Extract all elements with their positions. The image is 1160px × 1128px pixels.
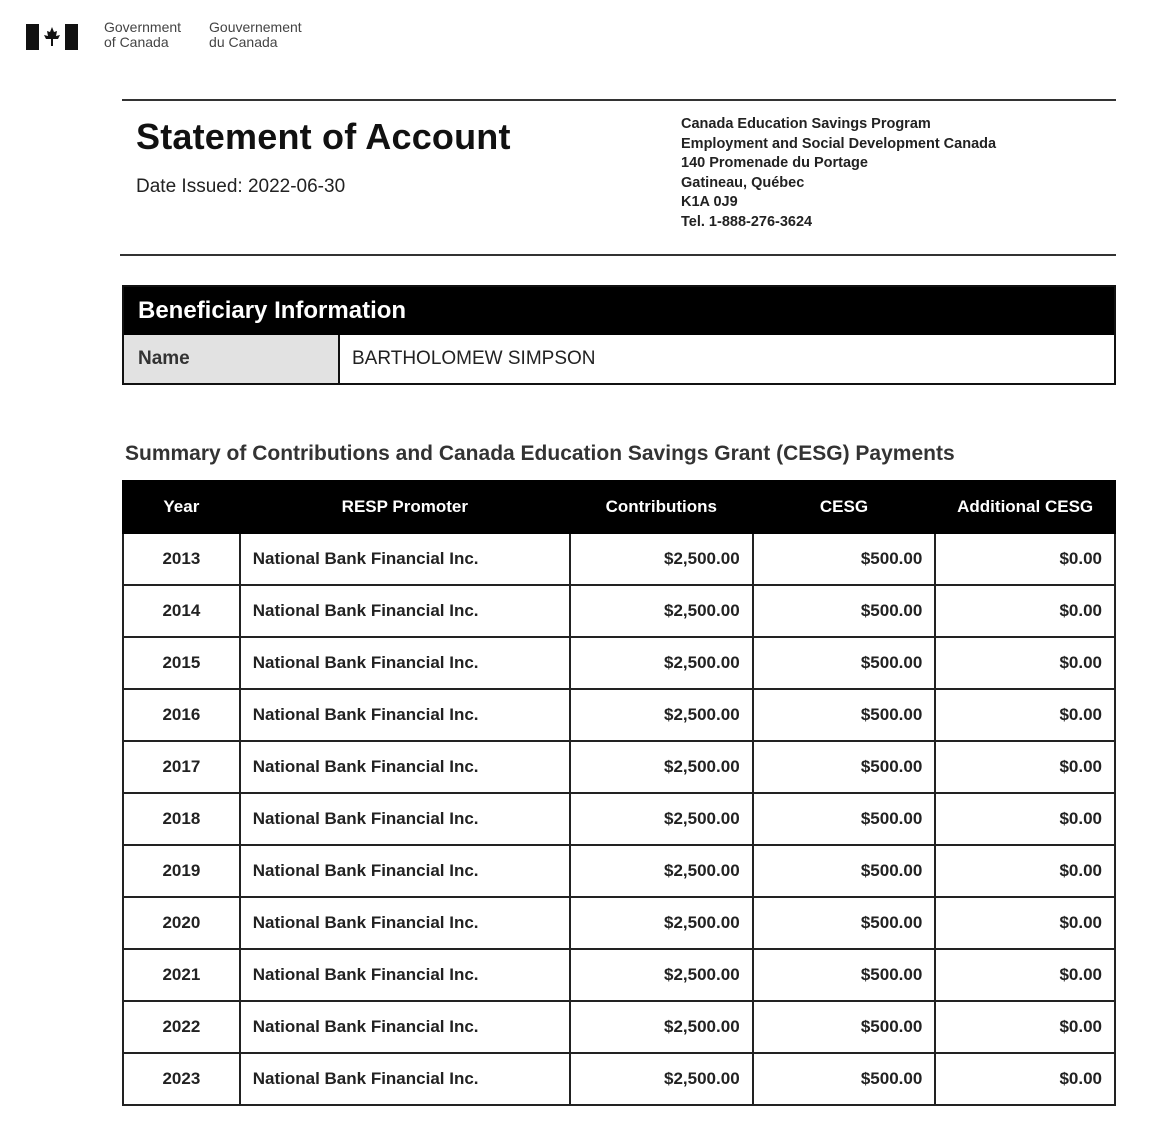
summary-title: Summary of Contributions and Canada Education Savings Grant (CESG) Payments: [125, 442, 955, 465]
contributions-cell: $2,500.00: [570, 689, 753, 741]
canada-flag-icon: [26, 24, 78, 50]
col-header-year: Year: [123, 481, 240, 533]
additional-cesg-cell: $0.00: [935, 585, 1115, 637]
address-line: Employment and Social Development Canada: [681, 135, 997, 152]
contributions-table: [122, 480, 1116, 1106]
promoter-cell: National Bank Financial Inc.: [240, 637, 570, 689]
additional-cesg-cell: $0.00: [935, 845, 1115, 897]
year-cell: 2014: [123, 585, 240, 637]
contributions-cell: $2,500.00: [570, 637, 753, 689]
promoter-cell: National Bank Financial Inc.: [240, 533, 570, 585]
government-header: [26, 20, 302, 54]
year-cell: 2018: [123, 793, 240, 845]
top-divider: [122, 99, 1116, 101]
year-cell: 2015: [123, 637, 240, 689]
promoter-cell: National Bank Financial Inc.: [240, 741, 570, 793]
additional-cesg-cell: $0.00: [935, 741, 1115, 793]
cesg-cell: $500.00: [753, 897, 936, 949]
table-row: [123, 845, 1115, 897]
contributions-cell: $2,500.00: [570, 1053, 753, 1105]
contributions-cell: $2,500.00: [570, 845, 753, 897]
cesg-cell: $500.00: [753, 741, 936, 793]
additional-cesg-cell: $0.00: [935, 1053, 1115, 1105]
table-row: [123, 1053, 1115, 1105]
table-row: [123, 689, 1115, 741]
additional-cesg-cell: $0.00: [935, 689, 1115, 741]
table-row: [123, 1001, 1115, 1053]
col-header-cesg: CESG: [753, 481, 936, 533]
contributions-cell: $2,500.00: [570, 793, 753, 845]
cesg-cell: $500.00: [753, 1053, 936, 1105]
address-line: Gatineau, Québec: [681, 174, 805, 191]
year-cell: 2016: [123, 689, 240, 741]
promoter-cell: National Bank Financial Inc.: [240, 897, 570, 949]
cesg-cell: $500.00: [753, 689, 936, 741]
contributions-cell: $2,500.00: [570, 533, 753, 585]
name-value: BARTHOLOMEW SIMPSON: [352, 348, 596, 369]
address-line: 140 Promenade du Portage: [681, 155, 868, 171]
program-address: [681, 115, 996, 232]
contributions-cell: $2,500.00: [570, 741, 753, 793]
promoter-cell: National Bank Financial Inc.: [240, 793, 570, 845]
cesg-cell: $500.00: [753, 793, 936, 845]
additional-cesg-cell: $0.00: [935, 1001, 1115, 1053]
beneficiary-name-row: [124, 335, 1114, 383]
date-issued: Date Issued: 2022-06-30: [136, 176, 346, 197]
cesg-cell: $500.00: [753, 949, 936, 1001]
promoter-cell: National Bank Financial Inc.: [240, 1001, 570, 1053]
year-cell: 2019: [123, 845, 240, 897]
cesg-cell: $500.00: [753, 533, 936, 585]
contributions-cell: $2,500.00: [570, 1001, 753, 1053]
promoter-cell: National Bank Financial Inc.: [240, 949, 570, 1001]
contributions-cell: $2,500.00: [570, 949, 753, 1001]
table-row: [123, 533, 1115, 585]
additional-cesg-cell: $0.00: [935, 637, 1115, 689]
promoter-cell: National Bank Financial Inc.: [240, 689, 570, 741]
address-line: Canada Education Savings Program: [681, 116, 931, 132]
table-row: [123, 897, 1115, 949]
contributions-cell: $2,500.00: [570, 897, 753, 949]
promoter-cell: National Bank Financial Inc.: [240, 585, 570, 637]
beneficiary-heading: Beneficiary Information: [124, 287, 1114, 335]
section-divider: [120, 254, 1116, 256]
year-cell: 2013: [123, 533, 240, 585]
cesg-cell: $500.00: [753, 585, 936, 637]
year-cell: 2017: [123, 741, 240, 793]
table-row: [123, 949, 1115, 1001]
col-header-additional-cesg: Additional CESG: [935, 481, 1115, 533]
additional-cesg-cell: $0.00: [935, 533, 1115, 585]
col-header-contributions: Contributions: [570, 481, 753, 533]
gov-wordmark-fr: Gouvernement du Canada: [209, 19, 302, 50]
table-row: [123, 793, 1115, 845]
beneficiary-section: [122, 285, 1116, 385]
table-row: [123, 741, 1115, 793]
year-cell: 2023: [123, 1053, 240, 1105]
year-cell: 2020: [123, 897, 240, 949]
col-header-promoter: RESP Promoter: [240, 481, 570, 533]
additional-cesg-cell: $0.00: [935, 949, 1115, 1001]
additional-cesg-cell: $0.00: [935, 897, 1115, 949]
table-row: [123, 637, 1115, 689]
cesg-cell: $500.00: [753, 845, 936, 897]
additional-cesg-cell: $0.00: [935, 793, 1115, 845]
address-line: K1A 0J9: [681, 194, 738, 210]
table-header-row: [123, 481, 1115, 533]
cesg-cell: $500.00: [753, 1001, 936, 1053]
table-row: [123, 585, 1115, 637]
address-line: Tel. 1-888-276-3624: [681, 213, 813, 230]
cesg-cell: $500.00: [753, 637, 936, 689]
year-cell: 2021: [123, 949, 240, 1001]
gov-wordmark-en: Government of Canada: [104, 19, 182, 50]
promoter-cell: National Bank Financial Inc.: [240, 1053, 570, 1105]
page-title: Statement of Account: [136, 116, 511, 157]
promoter-cell: National Bank Financial Inc.: [240, 845, 570, 897]
name-label: Name: [124, 335, 340, 383]
year-cell: 2022: [123, 1001, 240, 1053]
contributions-cell: $2,500.00: [570, 585, 753, 637]
